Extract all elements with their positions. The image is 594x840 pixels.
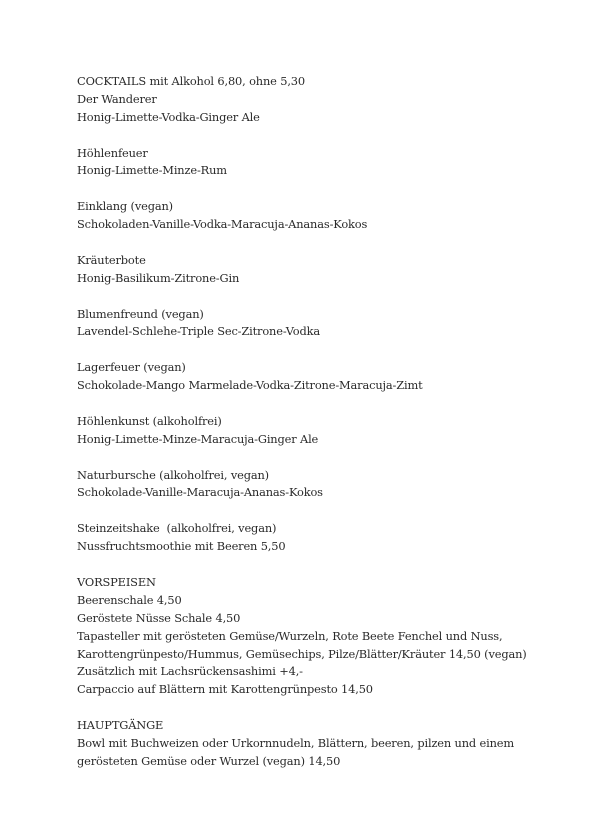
vorspeisen-heading: VORSPEISEN: [77, 574, 156, 589]
menu-line: Tapasteller mit gerösteten Gemüse/Wurzeln, Rote Beete Fenchel und Nuss,: [77, 628, 503, 643]
item-description: Honig-Limette-Vodka-Ginger Ale: [77, 109, 260, 124]
item-name: Blumenfreund (vegan): [77, 306, 204, 321]
spacer: [77, 288, 557, 306]
cocktails-section: [77, 73, 557, 556]
hauptgaenge-heading: HAUPTGÄNGE: [77, 718, 164, 733]
item-description: Schokolade-Mango Marmelade-Vodka-Zitrone-Maracuja-Zimt: [77, 378, 423, 393]
item-name: Höhlenkunst (alkoholfrei): [77, 413, 222, 428]
vorspeisen-section: [77, 574, 557, 699]
spacer: [77, 556, 557, 574]
menu-item: [77, 520, 557, 556]
menu-line: gerösteten Gemüse oder Wurzel (vegan) 14,50: [77, 753, 341, 768]
menu-page: [77, 73, 557, 771]
menu-item: [77, 145, 557, 181]
item-name: Höhlenfeuer: [77, 145, 148, 160]
hauptgaenge-section: [77, 717, 557, 771]
item-description: Honig-Limette-Minze-Rum: [77, 163, 227, 178]
menu-line: Carpaccio auf Blättern mit Karottengrünpesto 14,50: [77, 682, 373, 697]
item-name: Einklang (vegan): [77, 199, 173, 214]
cocktails-heading: COCKTAILS mit Alkohol 6,80, ohne 5,30: [77, 74, 306, 88]
menu-item: [77, 467, 557, 503]
spacer: [77, 234, 557, 252]
item-description: Honig-Basilikum-Zitrone-Gin: [77, 270, 240, 285]
spacer: [77, 449, 557, 467]
spacer: [77, 127, 557, 145]
menu-line: Geröstete Nüsse Schale 4,50: [77, 610, 241, 625]
menu-line: Bowl mit Buchweizen oder Urkornnudeln, Blättern, beeren, pilzen und einem: [77, 735, 515, 750]
item-description: Nussfruchtsmoothie mit Beeren 5,50: [77, 539, 286, 554]
menu-line: Karottengrünpesto/Hummus, Gemüsechips, Pilze/Blätter/Kräuter 14,50 (vegan): [77, 646, 527, 661]
menu-line: Zusätzlich mit Lachsrückensashimi +4,-: [77, 664, 303, 679]
menu-item: [77, 306, 557, 342]
menu-item: [77, 91, 557, 127]
item-description: Schokolade-Vanille-Maracuja-Ananas-Kokos: [77, 485, 323, 500]
item-name: Lagerfeuer (vegan): [77, 360, 186, 375]
menu-line: Beerenschale 4,50: [77, 592, 182, 607]
item-description: Schokoladen-Vanille-Vodka-Maracuja-Ananas-Kokos: [77, 217, 368, 232]
item-description: Honig-Limette-Minze-Maracuja-Ginger Ale: [77, 431, 319, 446]
item-name: Naturbursche (alkoholfrei, vegan): [77, 467, 269, 482]
menu-item: [77, 252, 557, 288]
menu-item: [77, 413, 557, 449]
spacer: [77, 699, 557, 717]
spacer: [77, 341, 557, 359]
menu-item: [77, 198, 557, 234]
spacer: [77, 395, 557, 413]
item-description: Lavendel-Schlehe-Triple Sec-Zitrone-Vodka: [77, 324, 320, 339]
menu-item: [77, 359, 557, 395]
item-name: Der Wanderer: [77, 91, 157, 106]
item-name: Steinzeitshake (alkoholfrei, vegan): [77, 521, 277, 536]
spacer: [77, 180, 557, 198]
spacer: [77, 502, 557, 520]
item-name: Kräuterbote: [77, 252, 146, 267]
